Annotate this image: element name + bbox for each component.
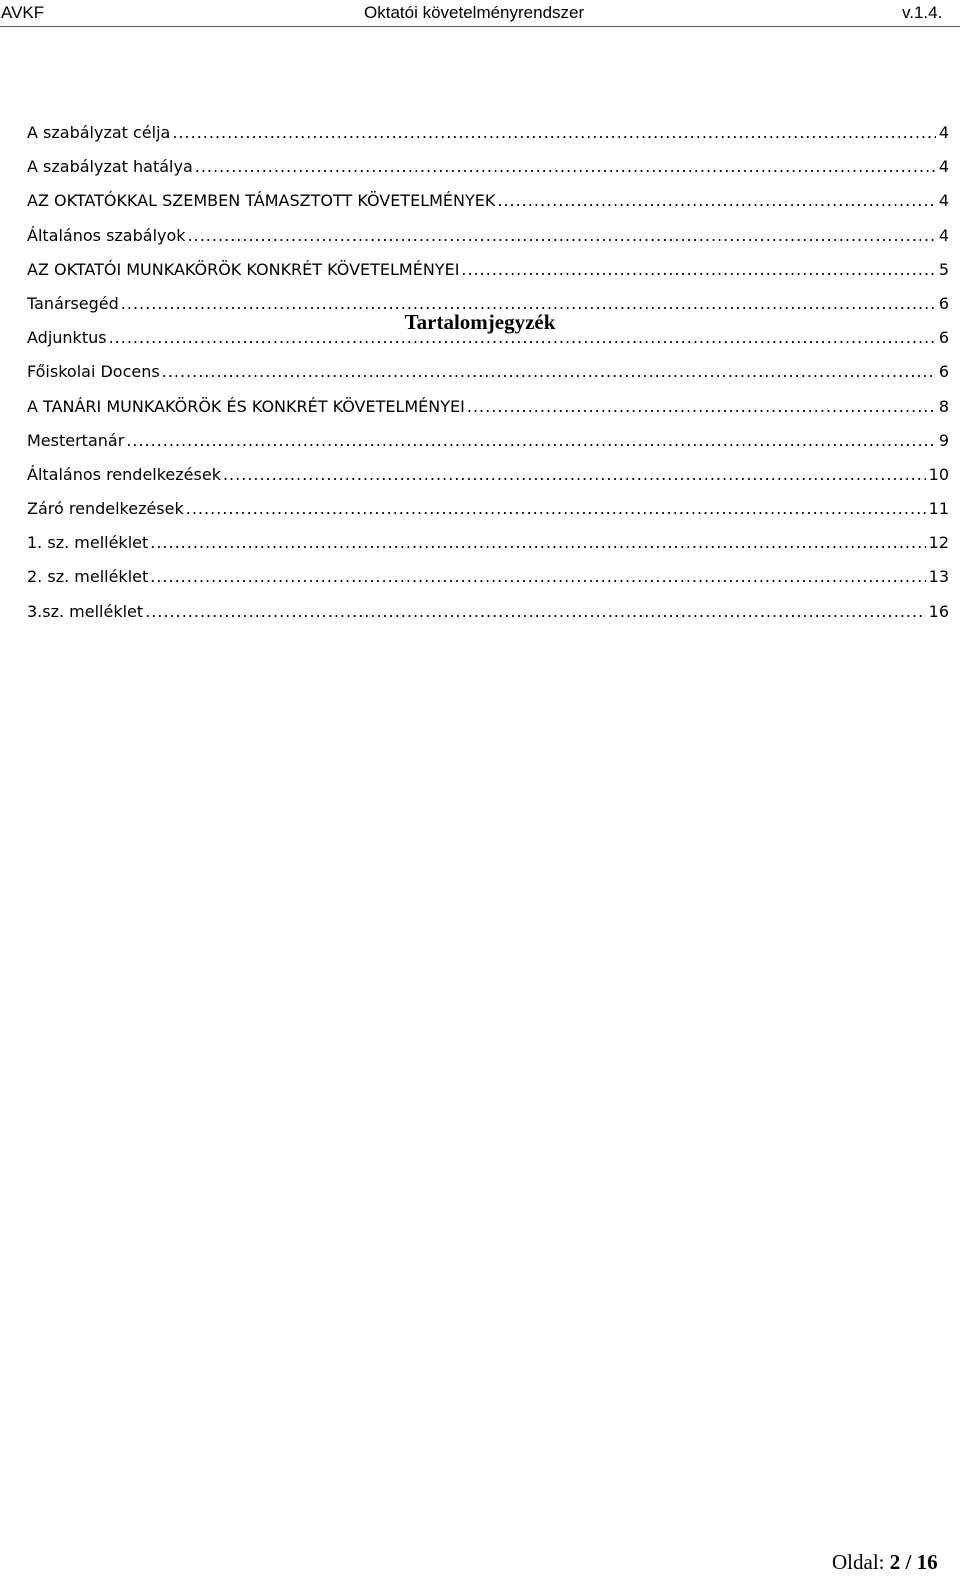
toc-entry[interactable] (27, 321, 949, 355)
toc-entry[interactable] (27, 424, 949, 458)
header-org: AVKF (1, 3, 45, 22)
toc-entry-page-number: 11 (928, 499, 949, 519)
toc-entry-page-number: 9 (938, 430, 949, 450)
footer-separator: / (905, 1550, 912, 1574)
table-of-contents (27, 116, 949, 629)
toc-entry[interactable] (27, 219, 949, 253)
toc-entry-label: A szabályzat célja (27, 123, 171, 142)
footer-total-pages: 16 (916, 1550, 938, 1574)
toc-entry-page-number: 6 (938, 362, 949, 382)
toc-entry[interactable] (27, 492, 949, 526)
toc-entry[interactable] (27, 595, 949, 629)
toc-entry-page-number: 6 (938, 328, 949, 348)
toc-entry[interactable] (27, 526, 949, 560)
toc-dot-leader (150, 526, 925, 560)
toc-entry[interactable] (27, 253, 949, 287)
toc-dot-leader (497, 184, 935, 218)
toc-dot-leader (188, 219, 936, 253)
toc-entry-page-number: 4 (938, 157, 949, 177)
toc-entry-label: 1. sz. melléklet (27, 533, 149, 553)
toc-dot-leader (109, 321, 936, 355)
toc-dot-leader (162, 355, 936, 389)
toc-dot-leader (121, 287, 936, 321)
toc-entry[interactable] (27, 390, 949, 424)
toc-entry-label: Adjunktus (27, 328, 107, 348)
header-version: v.1.4. (902, 3, 943, 22)
toc-entry-page-number: 5 (938, 259, 949, 279)
page-header (0, 0, 960, 25)
toc-entry-page-number: 12 (928, 533, 949, 553)
toc-entry[interactable] (27, 287, 949, 321)
toc-dot-leader (223, 458, 926, 492)
toc-dot-leader (195, 150, 936, 184)
header-document-title: Oktatói követelményrendszer (364, 3, 585, 22)
page-footer (832, 1547, 938, 1577)
toc-entry-page-number: 8 (938, 396, 949, 416)
toc-entry-label: Mestertanár (27, 430, 125, 450)
toc-dot-leader (150, 560, 925, 594)
toc-dot-leader (461, 253, 935, 287)
toc-entry-page-number: 13 (928, 567, 949, 587)
header-divider (0, 26, 960, 27)
toc-entry-page-number: 4 (938, 225, 949, 245)
toc-entry-page-number: 16 (928, 601, 949, 621)
toc-entry-label: AZ OKTATÓKKAL SZEMBEN TÁMASZTOTT KÖVETELMÉNYEK (27, 191, 496, 211)
toc-entry-page-number: 6 (938, 293, 949, 313)
toc-entry-label: 3.sz. melléklet (27, 601, 144, 621)
toc-entry[interactable] (27, 355, 949, 389)
toc-entry-label: AZ OKTATÓI MUNKAKÖRÖK KONKRÉT KÖVETELMÉNYEI (27, 259, 460, 279)
toc-dot-leader (186, 492, 926, 526)
toc-dot-leader (172, 116, 935, 150)
toc-title: Tartalomjegyzék (404, 310, 556, 334)
toc-entry[interactable] (27, 116, 949, 150)
toc-entry-label: Tanársegéd (27, 293, 119, 313)
toc-dot-leader (467, 390, 936, 424)
toc-entry[interactable] (27, 458, 949, 492)
toc-entry-label: Záró rendelkezések (27, 499, 184, 519)
toc-entry-label: Főiskolai Docens (27, 362, 160, 382)
toc-entry[interactable] (27, 184, 949, 218)
footer-current-page: 2 (889, 1550, 901, 1574)
toc-dot-leader (145, 595, 925, 629)
toc-entry-label: A szabályzat hatálya (27, 157, 193, 177)
footer-page-label: Oldal: (832, 1550, 885, 1574)
toc-entry[interactable] (27, 560, 949, 594)
toc-entry-page-number: 10 (928, 464, 949, 484)
toc-entry-page-number: 4 (938, 191, 949, 211)
toc-entry-page-number: 4 (938, 123, 949, 142)
toc-dot-leader (126, 424, 936, 458)
toc-entry[interactable] (27, 150, 949, 184)
toc-entry-label: A TANÁRI MUNKAKÖRÖK ÉS KONKRÉT KÖVETELMÉNYEI (27, 396, 465, 416)
toc-entry-label: 2. sz. melléklet (27, 567, 149, 587)
toc-entry-label: Általános rendelkezések (27, 464, 221, 484)
toc-entry-label: Általános szabályok (27, 225, 186, 245)
